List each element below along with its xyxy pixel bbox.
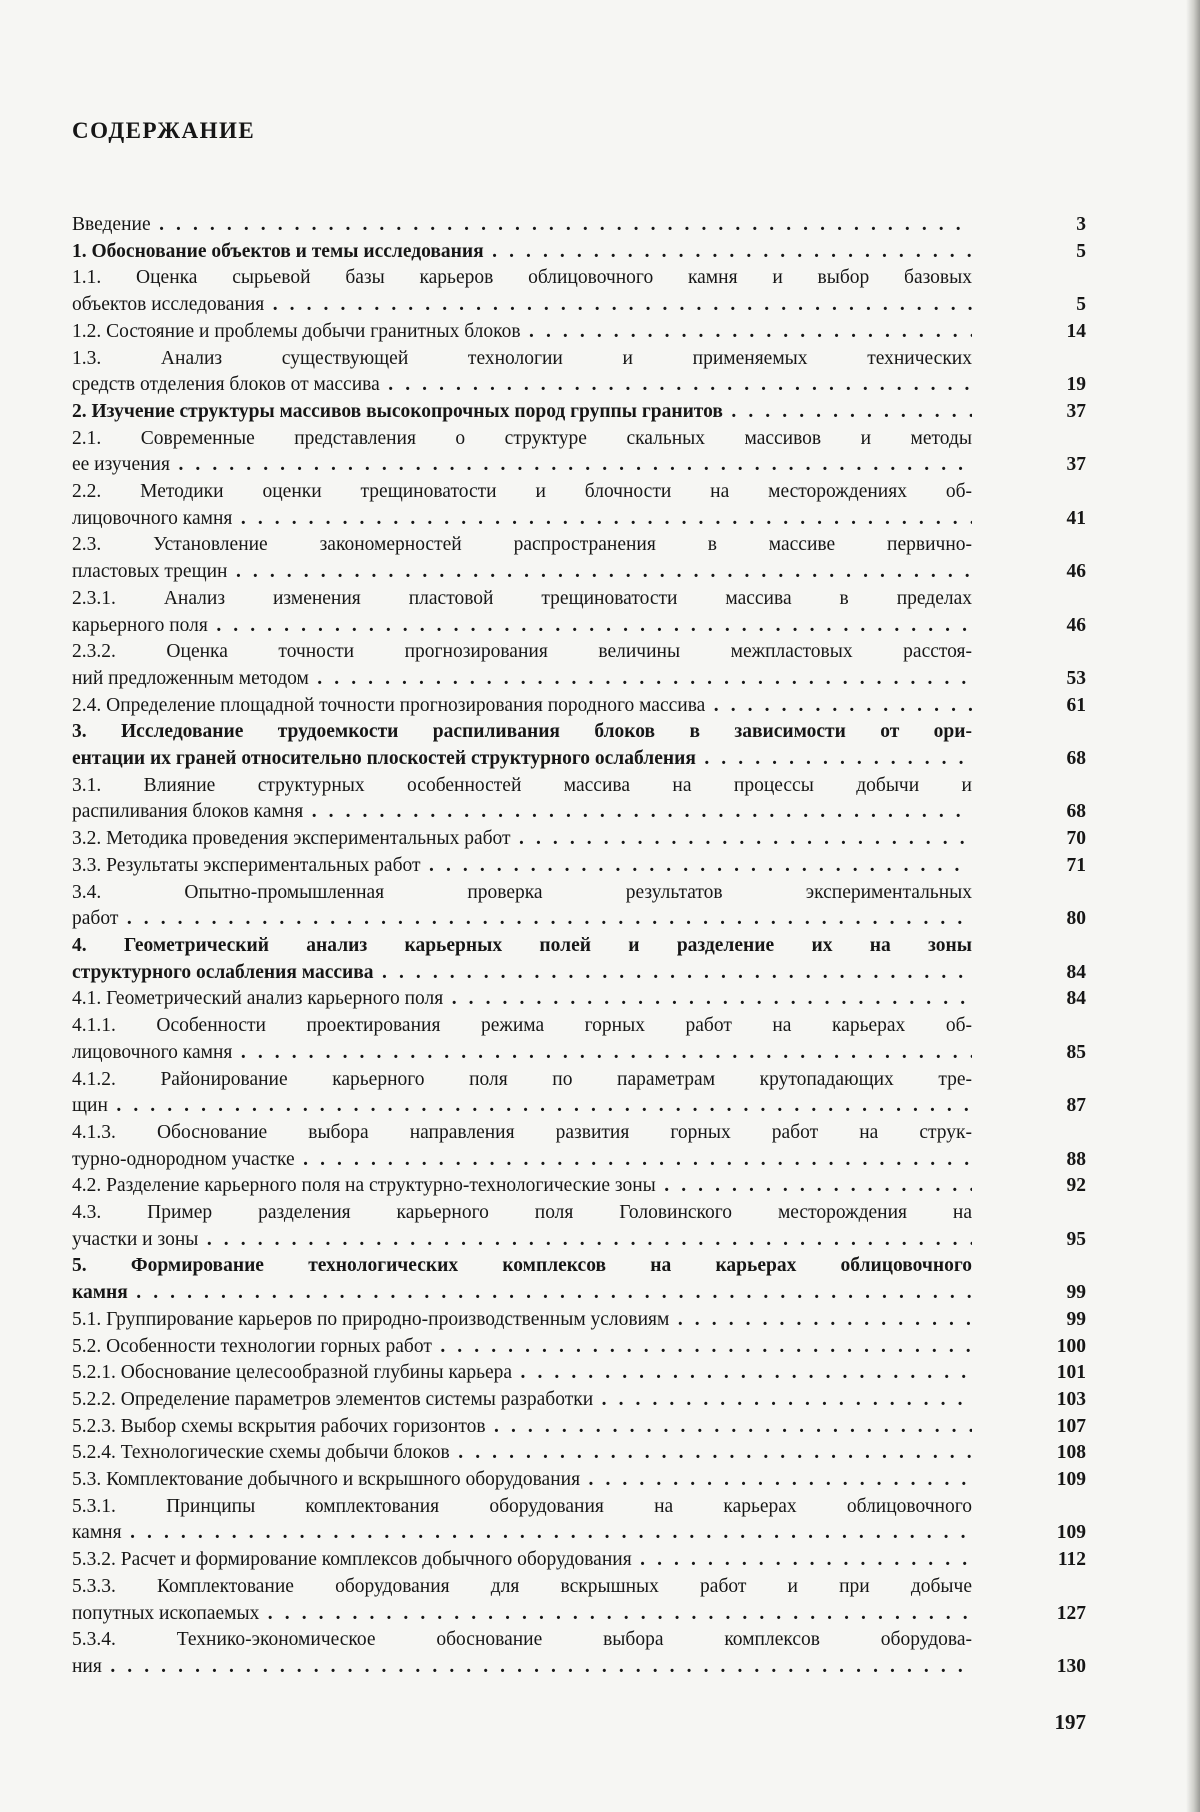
toc-entry-line: 2.2. Методики оценки трещиноватости и блочности на месторождениях об-: [72, 481, 972, 503]
toc-entry-line: структурного ослабления массива . . .: [72, 960, 972, 987]
page-title: СОДЕРЖАНИЕ: [72, 118, 256, 143]
toc-page-number: 80: [1066, 908, 1086, 930]
toc-entry-title: [72, 1013, 972, 1066]
toc-entry-title: [72, 693, 972, 720]
toc-entry-line: 5.3.4. Технико-экономическое обоснование выбора комплексов оборудова-: [72, 1629, 972, 1651]
toc-entry-line: 4. Геометрический анализ карьерных полей и разделение их на зоны: [72, 934, 972, 956]
toc-entry-line: участки и зоны . . .: [72, 1227, 972, 1254]
toc-entry-line: камня . . .: [72, 1520, 972, 1547]
toc-entry-line: 5. Формирование технологических комплексов на карьерах облицовочного: [72, 1255, 972, 1277]
toc-entry-line: 2.3.1. Анализ изменения пластовой трещиноватости массива в пределах: [72, 587, 972, 609]
toc-page-number: 108: [1056, 1442, 1086, 1464]
toc-entry: [72, 986, 1086, 1013]
toc-entry: [72, 426, 1086, 479]
toc-page-number: 70: [1066, 828, 1086, 850]
toc-entry-title: [72, 1253, 972, 1306]
toc-entry: [72, 265, 1086, 318]
toc-entry-line: ентации их граней относительно плоскостей структурного ослабления . . .: [72, 746, 972, 773]
toc-entry-line: 2.3. Установление закономерностей распространения в массиве первично-: [72, 534, 972, 556]
toc-entry: [72, 853, 1086, 880]
toc-entry-line: 5.3.2. Расчет и формирование комплексов добычного оборудования . . .: [72, 1547, 972, 1574]
toc-page-number: 103: [1056, 1388, 1086, 1410]
toc-entry-line: 5.2.4. Технологические схемы добычи блоков . . .: [72, 1440, 972, 1467]
toc-entry-line: 1.2. Состояние и проблемы добычи гранитных блоков . . .: [72, 319, 972, 346]
toc-entry: [72, 1547, 1086, 1574]
toc-entry: [72, 239, 1086, 266]
toc-page-number: 46: [1066, 561, 1086, 583]
toc-page-number: 5: [1076, 294, 1086, 316]
toc-entry: [72, 1414, 1086, 1441]
toc-page-number: 130: [1056, 1655, 1086, 1677]
toc-entry-title: [72, 933, 972, 986]
toc-entry-title: [72, 773, 972, 826]
toc-entry: [72, 1360, 1086, 1387]
toc-entry-line: 4.1. Геометрический анализ карьерного поля . . .: [72, 986, 972, 1013]
toc-entry-line: 3. Исследование трудоемкости распиливания блоков в зависимости от ори-: [72, 721, 972, 743]
toc-entry: [72, 1494, 1086, 1547]
toc-page-number: 14: [1066, 320, 1086, 342]
toc-entry-line: работ . . .: [72, 906, 972, 933]
toc-entry-line: объектов исследования . . .: [72, 292, 972, 319]
toc-entry-title: [72, 1120, 972, 1173]
toc-entry-line: 3.4. Опытно-промышленная проверка результатов экспериментальных: [72, 881, 972, 903]
toc-entry: [72, 1173, 1086, 1200]
toc-entry-line: ее изучения . . .: [72, 452, 972, 479]
toc-entry-title: [72, 1467, 972, 1494]
toc-entry-line: пластовых трещин . . .: [72, 559, 972, 586]
toc-page-number: 87: [1066, 1095, 1086, 1117]
toc-entry-line: 3.2. Методика проведения экспериментальных работ . . .: [72, 826, 972, 853]
toc-page-number: 37: [1066, 454, 1086, 476]
toc-entry: [72, 1387, 1086, 1414]
toc-entry: [72, 1067, 1086, 1120]
table-of-contents: [72, 212, 1086, 1681]
toc-entry-title: [72, 1200, 972, 1253]
toc-entry-title: [72, 1307, 972, 1334]
toc-page-number: 85: [1066, 1041, 1086, 1063]
toc-entry-line: 4.2. Разделение карьерного поля на структурно-технологические зоны . . .: [72, 1173, 972, 1200]
toc-entry: [72, 1574, 1086, 1627]
toc-entry-line: ний предложенным методом . . .: [72, 666, 972, 693]
toc-entry-title: [72, 853, 972, 880]
toc-page-number: 84: [1066, 961, 1086, 983]
toc-page-number: 88: [1066, 1148, 1086, 1170]
toc-page-number: 53: [1066, 667, 1086, 689]
toc-page-number: 37: [1066, 400, 1086, 422]
toc-entry-title: [72, 880, 972, 933]
toc-entry-line: щин . . .: [72, 1093, 972, 1120]
toc-page-number: 92: [1066, 1175, 1086, 1197]
toc-entry: [72, 212, 1086, 239]
toc-entry: [72, 773, 1086, 826]
toc-page-number: 46: [1066, 614, 1086, 636]
toc-page-number: 109: [1056, 1469, 1086, 1491]
toc-entry-line: 5.2. Особенности технологии горных работ . . .: [72, 1334, 972, 1361]
toc-entry-title: [72, 532, 972, 585]
toc-entry: [72, 693, 1086, 720]
toc-entry-line: 2. Изучение структуры массивов высокопрочных пород группы гранитов . . .: [72, 399, 972, 426]
page-spine-shadow: [1186, 0, 1200, 1812]
toc-page-number: 68: [1066, 801, 1086, 823]
toc-entry-title: [72, 639, 972, 692]
toc-entry-title: [72, 426, 972, 479]
toc-page-number: 19: [1066, 374, 1086, 396]
toc-page-number: 84: [1066, 988, 1086, 1010]
toc-entry-title: [72, 1360, 972, 1387]
toc-entry: [72, 639, 1086, 692]
toc-entry: [72, 1200, 1086, 1253]
toc-entry-title: [72, 826, 972, 853]
toc-entry-title: [72, 1414, 972, 1441]
toc-entry-line: 5.2.1. Обоснование целесообразной глубины карьера . . .: [72, 1360, 972, 1387]
toc-entry-line: распиливания блоков камня . . .: [72, 799, 972, 826]
toc-entry-title: [72, 399, 972, 426]
toc-entry-line: турно-однородном участке . . .: [72, 1147, 972, 1174]
toc-entry-title: [72, 319, 972, 346]
toc-entry-title: [72, 1627, 972, 1680]
toc-entry-line: 5.1. Группирование карьеров по природно-производственным условиям . . .: [72, 1307, 972, 1334]
toc-entry-title: [72, 586, 972, 639]
toc-page-number: 107: [1056, 1415, 1086, 1437]
toc-entry-line: 2.3.2. Оценка точности прогнозирования величины межпластовых расстоя-: [72, 641, 972, 663]
toc-entry-line: Введение . . .: [72, 212, 972, 239]
toc-entry-line: 5.3.1. Принципы комплектования оборудования на карьерах облицовочного: [72, 1495, 972, 1517]
toc-entry-title: [72, 239, 972, 266]
toc-entry: [72, 1440, 1086, 1467]
toc-entry: [72, 1013, 1086, 1066]
toc-entry-title: [72, 1574, 972, 1627]
toc-entry-title: [72, 1547, 972, 1574]
toc-entry-title: [72, 1387, 972, 1414]
toc-page-number: 101: [1056, 1362, 1086, 1384]
toc-entry: [72, 346, 1086, 399]
toc-entry-line: 1. Обоснование объектов и темы исследования . . .: [72, 239, 972, 266]
toc-entry: [72, 933, 1086, 986]
toc-entry: [72, 1307, 1086, 1334]
toc-entry: [72, 319, 1086, 346]
toc-entry-line: карьерного поля . . .: [72, 613, 972, 640]
toc-entry-line: 2.4. Определение площадной точности прогнозирования породного массива . . .: [72, 693, 972, 720]
toc-page-number: 100: [1056, 1335, 1086, 1357]
toc-entry: [72, 1334, 1086, 1361]
toc-page-number: 68: [1066, 748, 1086, 770]
toc-entry: [72, 1467, 1086, 1494]
toc-entry-title: [72, 1440, 972, 1467]
toc-entry-line: 4.1.1. Особенности проектирования режима горных работ на карьерах об-: [72, 1015, 972, 1037]
toc-entry-line: 5.3.3. Комплектование оборудования для вскрышных работ и при добыче: [72, 1575, 972, 1597]
toc-entry: [72, 1120, 1086, 1173]
toc-page-number: 127: [1056, 1602, 1086, 1624]
toc-entry: [72, 586, 1086, 639]
toc-entry-line: 5.3. Комплектование добычного и вскрышного оборудования . . .: [72, 1467, 972, 1494]
toc-entry-title: [72, 1494, 972, 1547]
toc-page-number: 109: [1056, 1522, 1086, 1544]
toc-page-number: 112: [1057, 1549, 1086, 1571]
toc-entry-line: средств отделения блоков от массива . . .: [72, 372, 972, 399]
toc-entry-line: 4.1.2. Районирование карьерного поля по параметрам крутопадающих тре-: [72, 1068, 972, 1090]
toc-page-number: 71: [1066, 854, 1086, 876]
toc-entry-line: 4.1.3. Обоснование выбора направления развития горных работ на струк-: [72, 1121, 972, 1143]
toc-entry: [72, 532, 1086, 585]
toc-entry-title: [72, 986, 972, 1013]
toc-entry-line: камня . . .: [72, 1280, 972, 1307]
toc-entry-line: 1.1. Оценка сырьевой базы карьеров облицовочного камня и выбор базовых: [72, 267, 972, 289]
toc-entry-line: 1.3. Анализ существующей технологии и применяемых технических: [72, 347, 972, 369]
toc-entry-line: 3.3. Результаты экспериментальных работ . . .: [72, 853, 972, 880]
toc-entry-title: [72, 346, 972, 399]
toc-page-number: 3: [1076, 214, 1086, 235]
toc-entry: [72, 399, 1086, 426]
toc-entry-line: ния . . .: [72, 1654, 972, 1681]
toc-entry-line: 5.2.3. Выбор схемы вскрытия рабочих горизонтов . . .: [72, 1414, 972, 1441]
toc-entry: [72, 880, 1086, 933]
toc-page-number: 41: [1066, 507, 1086, 529]
toc-entry-line: попутных ископаемых . . .: [72, 1601, 972, 1628]
toc-entry: [72, 719, 1086, 772]
toc-entry: [72, 1253, 1086, 1306]
toc-page-number: 5: [1076, 240, 1086, 262]
toc-entry-line: лицовочного камня . . .: [72, 1040, 972, 1067]
toc-entry: [72, 1627, 1086, 1680]
toc-entry-title: [72, 265, 972, 318]
toc-page-number: 99: [1066, 1282, 1086, 1304]
toc-entry-title: [72, 1067, 972, 1120]
toc-page-number: 95: [1066, 1228, 1086, 1250]
toc-entry-line: 4.3. Пример разделения карьерного поля Головинского месторождения на: [72, 1202, 972, 1224]
toc-entry-title: [72, 719, 972, 772]
page-number: 197: [1054, 1710, 1086, 1734]
toc-page-number: 61: [1066, 694, 1086, 716]
toc-page-number: 99: [1066, 1308, 1086, 1330]
toc-entry: [72, 479, 1086, 532]
toc-entry-line: 2.1. Современные представления о структуре скальных массивов и методы: [72, 427, 972, 449]
toc-entry-title: [72, 1173, 972, 1200]
toc-entry: [72, 826, 1086, 853]
toc-entry-line: лицовочного камня . . .: [72, 506, 972, 533]
toc-entry-title: [72, 479, 972, 532]
toc-entry-title: [72, 1334, 972, 1361]
toc-entry-line: 5.2.2. Определение параметров элементов системы разработки . . .: [72, 1387, 972, 1414]
toc-entry-line: 3.1. Влияние структурных особенностей массива на процессы добычи и: [72, 774, 972, 796]
toc-entry-title: [72, 212, 972, 239]
